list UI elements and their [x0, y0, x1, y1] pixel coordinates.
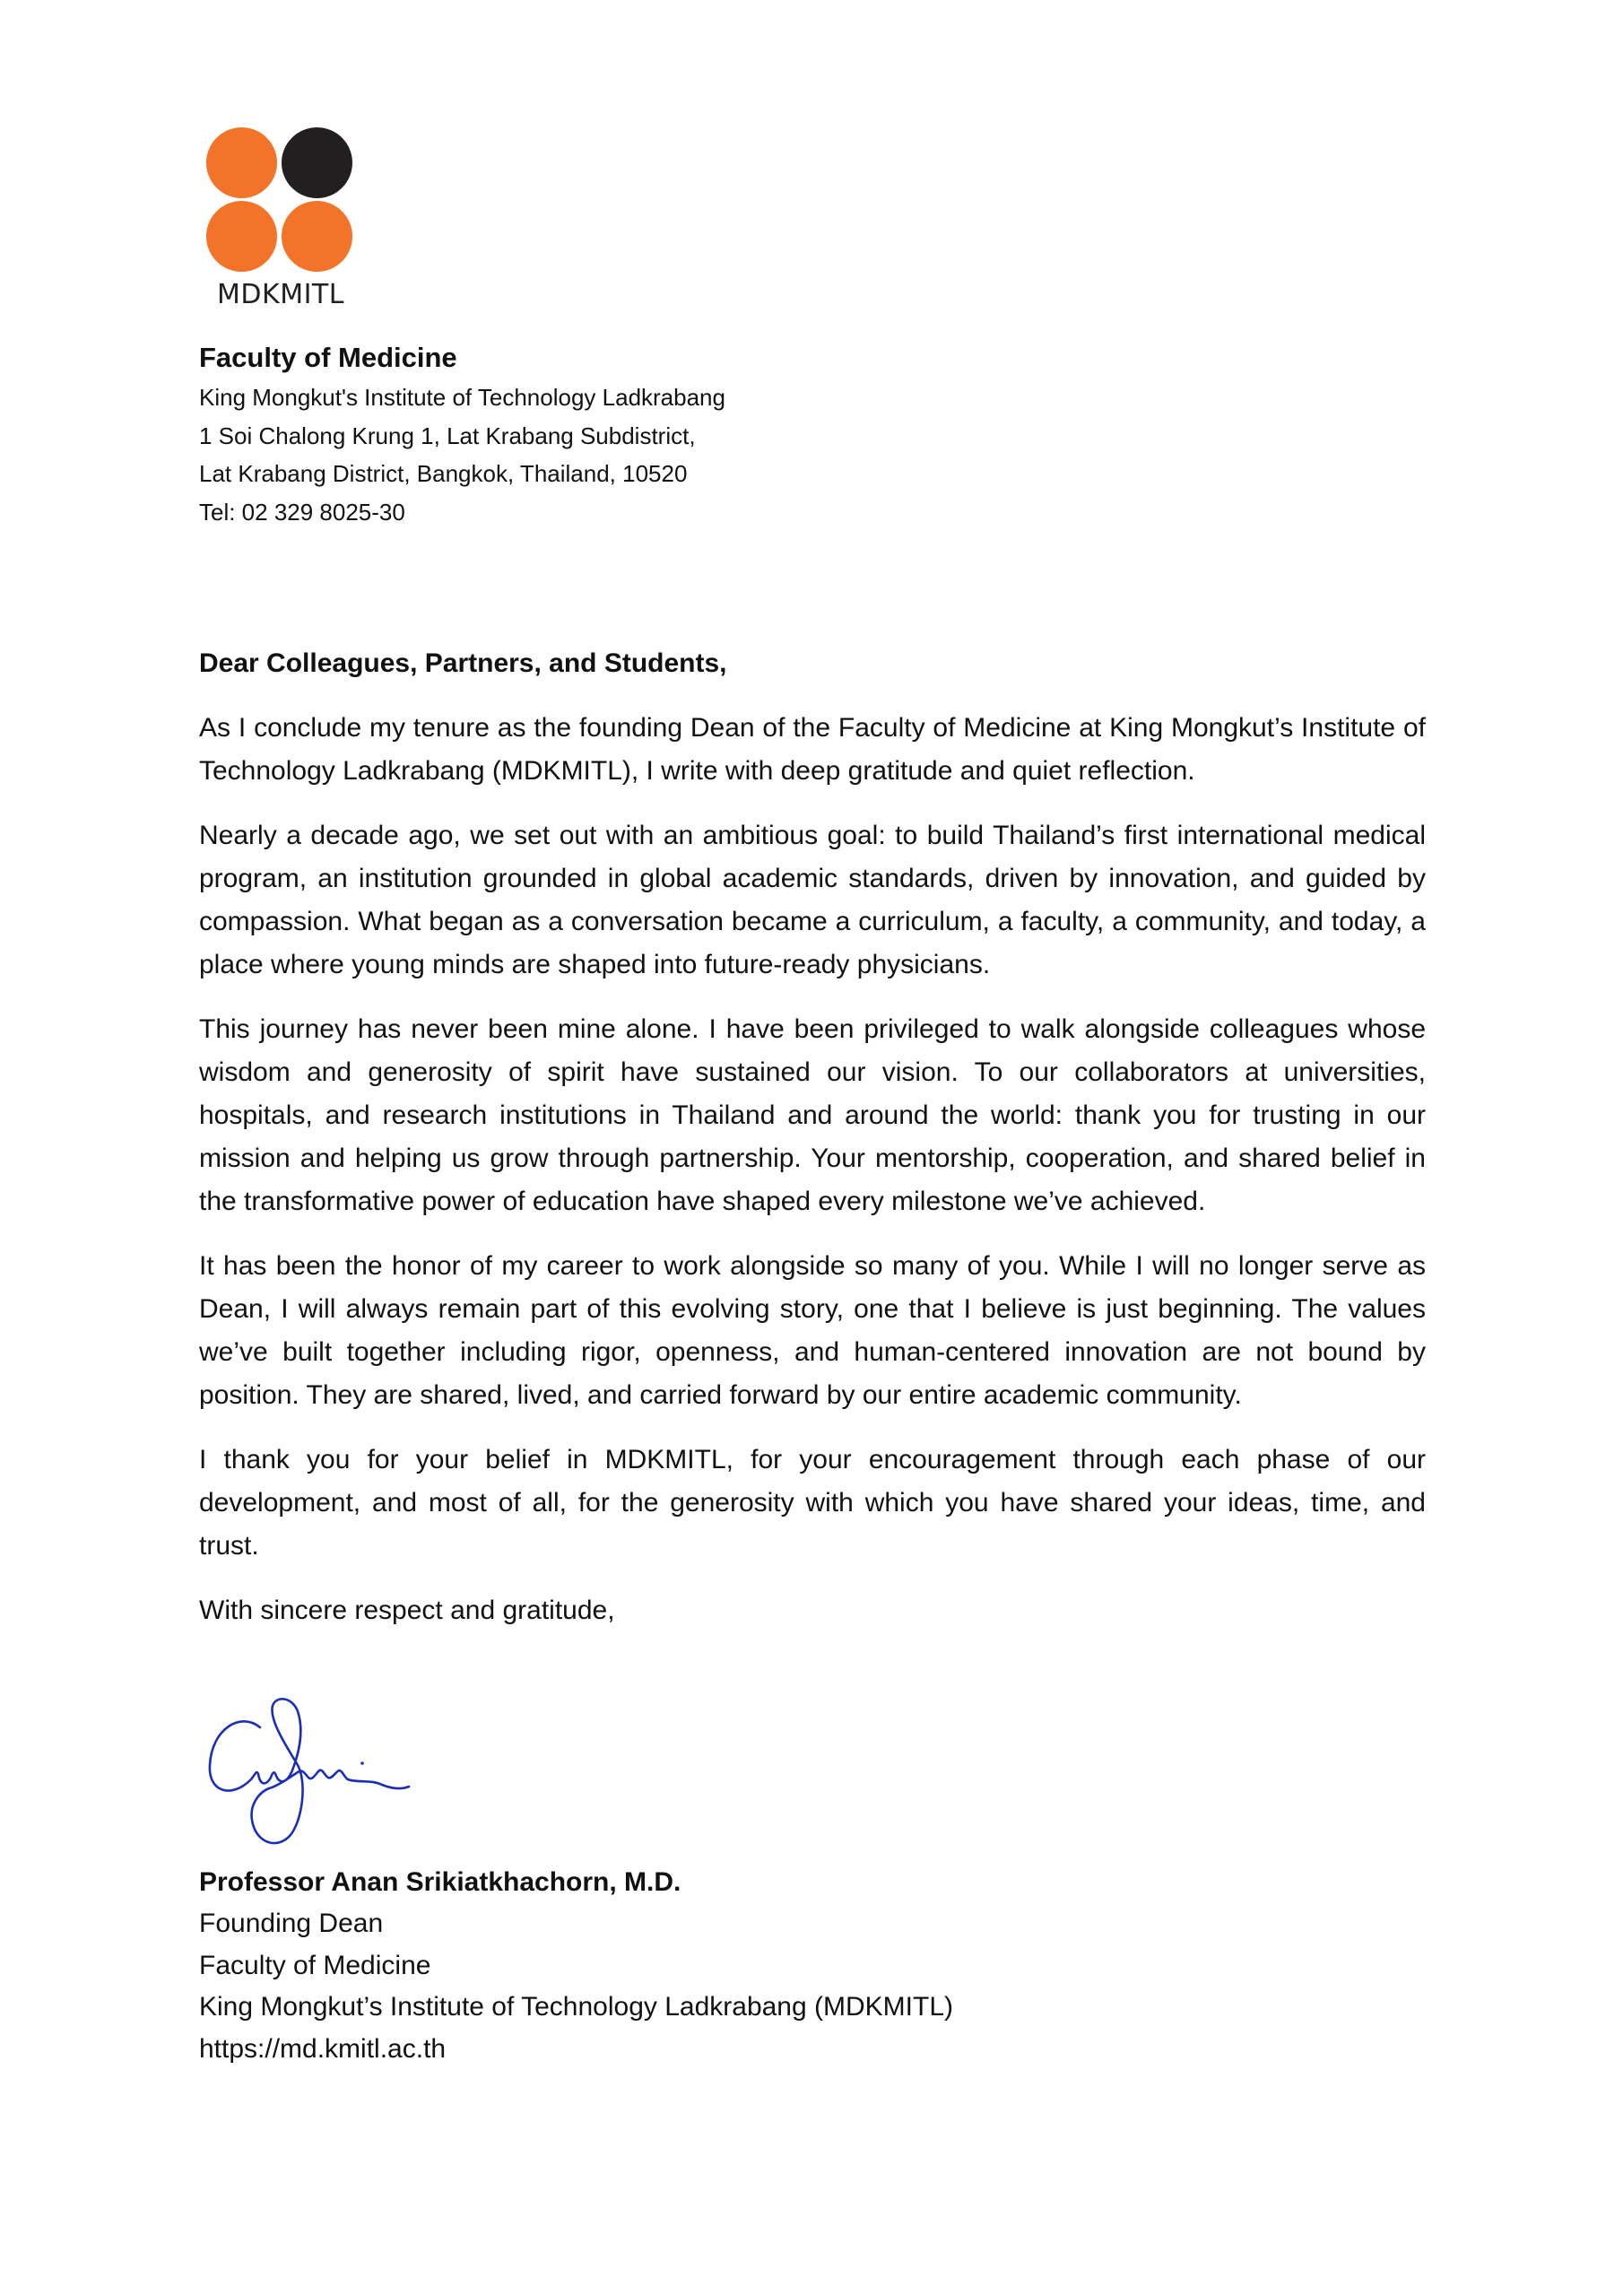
closing-line: With sincere respect and gratitude, [199, 1596, 615, 1625]
address-district: Lat Krabang District, Bangkok, Thailand, 10520 [199, 460, 688, 487]
logo-orange-dot-icon [282, 201, 352, 272]
logo-orange-dot-icon [206, 201, 277, 272]
paragraph-1: As I conclude my tenure as the founding Dean of the Faculty of Medicine at King Mongkut’s Institute of Technology Ladkrabang (MDKMITL), I write with deep gratitude and quiet reflection. [199, 713, 1426, 786]
address-institution: King Mongkut's Institute of Technology Ladkrabang [199, 384, 725, 411]
logo-orange-dot-icon [206, 127, 277, 198]
signatory-institution: King Mongkut’s Institute of Technology Ladkrabang (MDKMITL) [199, 1992, 953, 2022]
address-street: 1 Soi Chalong Krung 1, Lat Krabang Subdistrict, [199, 422, 696, 449]
logo-black-dot-icon [282, 127, 352, 198]
letter-body [199, 642, 1426, 1632]
salutation: Dear Colleagues, Partners, and Students, [199, 648, 727, 678]
letterhead [199, 339, 725, 531]
website-link[interactable]: https://md.kmitl.ac.th [199, 2033, 447, 2064]
signoff-block [199, 1862, 953, 2070]
signatory-faculty: Faculty of Medicine [199, 1950, 431, 1980]
faculty-title: Faculty of Medicine [199, 342, 457, 373]
signature-icon [204, 1693, 429, 1855]
signatory-title: Founding Dean [199, 1909, 384, 1938]
mdkmitl-logo [206, 127, 355, 311]
address-phone: Tel: 02 329 8025-30 [199, 498, 405, 526]
signature-image [204, 1693, 429, 1855]
paragraph-3: This journey has never been mine alone. I have been privileged to walk alongside colleagues whose wisdom and generosity of spirit have sustained our vision. To our collaborators at universities, hospitals, and research institutions in Thailand and around the world: thank you for trusting in our mission and helping us grow through partnership. Your mentorship, cooperation, and shared belief in the transformative power of education have shaped every milestone we’ve achieved. [199, 1014, 1426, 1216]
paragraph-5: I thank you for your belief in MDKMITL, for your encouragement through each phase of our development, and most of all, for the generosity with which you have shared your ideas, time, and trust. [199, 1445, 1426, 1561]
paragraph-4: It has been the honor of my career to work alongside so many of you. While I will no longer serve as Dean, I will always remain part of this evolving story, one that I believe is just beginning. The values we’ve built together including rigor, openness, and human-centered innovation are not bound by position. They are shared, lived, and carried forward by our entire academic community. [199, 1251, 1426, 1410]
logo-wordmark: MDKMITL [217, 279, 344, 310]
signatory-name: Professor Anan Srikiatkhachorn, M.D. [199, 1867, 681, 1897]
paragraph-2: Nearly a decade ago, we set out with an ambitious goal: to build Thailand’s first international medical program, an institution grounded in global academic standards, driven by innovation, and guided by compassion. What began as a conversation became a curriculum, a faculty, a community, and today, a place where young minds are shaped into future-ready physicians. [199, 821, 1426, 979]
